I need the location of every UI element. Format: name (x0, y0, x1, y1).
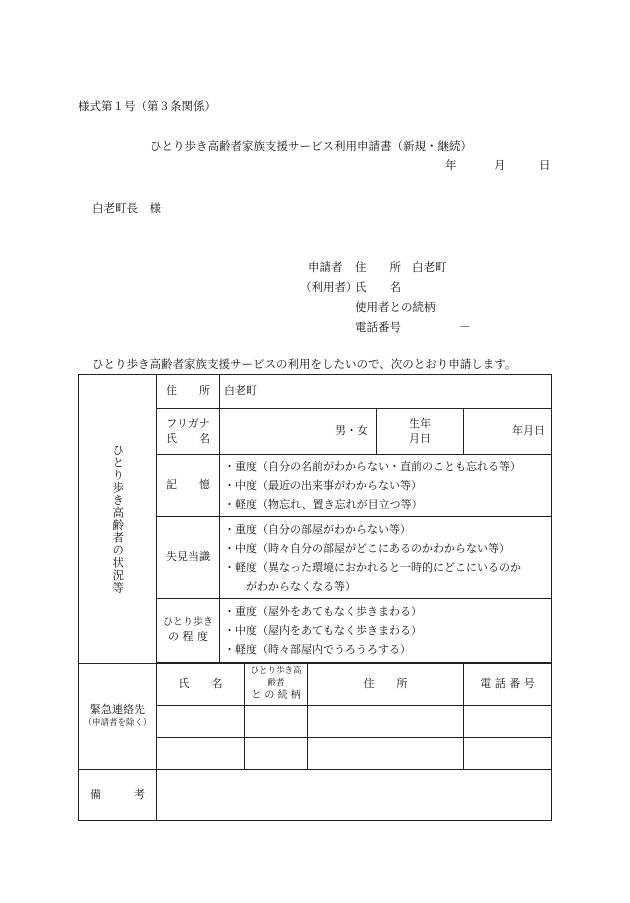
orientation-label: 失見当識 (157, 517, 220, 599)
birth-date-field[interactable] (464, 409, 552, 455)
remarks-field[interactable] (157, 770, 552, 821)
orientation-options[interactable] (220, 517, 552, 599)
status-name-field[interactable] (220, 409, 377, 455)
emergency-label: 緊急連絡先 (90, 703, 145, 717)
wander-option-severe[interactable]: ・重度（屋外をあてもなく歩きまわる） (224, 605, 422, 618)
applicant-phone-label: 電話番号 (355, 320, 401, 334)
memory-option-moderate[interactable]: ・中度（最近の出来事がわからない等） (224, 479, 422, 492)
emergency-1-relation[interactable] (245, 706, 308, 738)
date-month-label: 月 (494, 158, 506, 172)
applicant-relation-label: 使用者との続柄 (355, 300, 436, 314)
status-section-label: ひとり歩き高齢者の状況等 (111, 444, 126, 594)
emergency-col-relation-1: ひとり歩き高齢者 (250, 666, 302, 688)
memory-options[interactable] (220, 455, 552, 517)
orientation-option-mild[interactable]: ・軽度（異なった環境におかれると一時的にどこにいるのか (224, 560, 521, 574)
memory-option-severe[interactable]: ・重度（自分の名前がわからない・直前のことも忘れる等） (224, 460, 521, 473)
emergency-label-cell (79, 664, 157, 770)
emergency-col-phone: 電 話 番 号 (464, 664, 552, 706)
status-address-label: 住 所 (157, 375, 220, 409)
status-name-label: 氏 名 (166, 431, 210, 445)
emergency-1-name[interactable] (157, 706, 245, 738)
birth-label-cell (377, 409, 464, 455)
emergency-sub-label: （申請者を除く） (83, 718, 152, 729)
applicant-label: 申請者 (308, 260, 343, 274)
applicant-address-value[interactable]: 白老町 (412, 260, 447, 274)
wander-option-mild[interactable]: ・軽度（時々部屋内でうろうろする） (224, 643, 411, 656)
applicant-name-label: 氏 名 (355, 280, 401, 294)
emergency-col-relation (245, 664, 308, 706)
birth-month-label: 月 (523, 424, 534, 438)
wander-options[interactable] (220, 599, 552, 663)
gender-select[interactable]: 男・女 (335, 424, 368, 438)
application-form-table (78, 374, 552, 821)
status-name-label-cell (157, 409, 220, 455)
remarks-row (79, 770, 552, 821)
applicant-phone-dash: － (459, 320, 471, 334)
emergency-1-address[interactable] (308, 706, 464, 738)
wander-label-2: の 程 度 (168, 629, 208, 643)
emergency-col-address: 住 所 (308, 664, 464, 706)
emergency-1-phone[interactable] (464, 706, 552, 738)
wander-label-1: ひとり歩き (163, 617, 213, 629)
emergency-2-relation[interactable] (245, 738, 308, 770)
remarks-label: 備 考 (79, 770, 157, 821)
status-address-row (79, 375, 552, 409)
orientation-option-mild-cont: がわからなくなる等） (224, 579, 356, 593)
user-label: （利用者） (300, 280, 358, 294)
status-address-value[interactable]: 白老町 (220, 375, 552, 409)
applicant-address-label: 住 所 (355, 260, 401, 274)
wander-label-cell (157, 599, 220, 663)
birth-label-1: 生年 (409, 416, 431, 430)
furigana-label: フリガナ (166, 416, 210, 430)
emergency-col-relation-2: と の 続 柄 (251, 690, 301, 702)
emergency-2-address[interactable] (308, 738, 464, 770)
orientation-option-severe[interactable]: ・重度（自分の部屋がわからない等） (224, 522, 411, 536)
date-year-label: 年 (445, 158, 457, 172)
memory-option-mild[interactable]: ・軽度（物忘れ、置き忘れが目立つ等） (224, 498, 423, 511)
emergency-header-row (79, 664, 552, 706)
emergency-2-name[interactable] (157, 738, 245, 770)
form-number: 様式第１号（第３条関係） (78, 99, 216, 113)
wander-option-moderate[interactable]: ・中度（屋内をあてもなく歩きまわる） (224, 624, 422, 637)
addressee: 白老町長 様 (92, 201, 161, 215)
birth-day-label: 日 (534, 424, 545, 438)
birth-label-2: 月日 (409, 431, 431, 445)
orientation-option-moderate[interactable]: ・中度（時々自分の部屋がどこにあるのかわからない等） (224, 541, 510, 555)
date-day-label: 日 (539, 158, 551, 172)
emergency-2-phone[interactable] (464, 738, 552, 770)
emergency-col-name: 氏 名 (157, 664, 245, 706)
status-section-cell (79, 375, 157, 664)
intro-text: ひとり歩き高齢者家族支援サービスの利用をしたいので、次のとおり申請します。 (92, 357, 517, 371)
form-title: ひとり歩き高齢者家族支援サービス利用申請書（新規・継続） (150, 139, 472, 153)
birth-year-label: 年 (512, 424, 523, 438)
memory-label: 記 憶 (157, 455, 220, 517)
